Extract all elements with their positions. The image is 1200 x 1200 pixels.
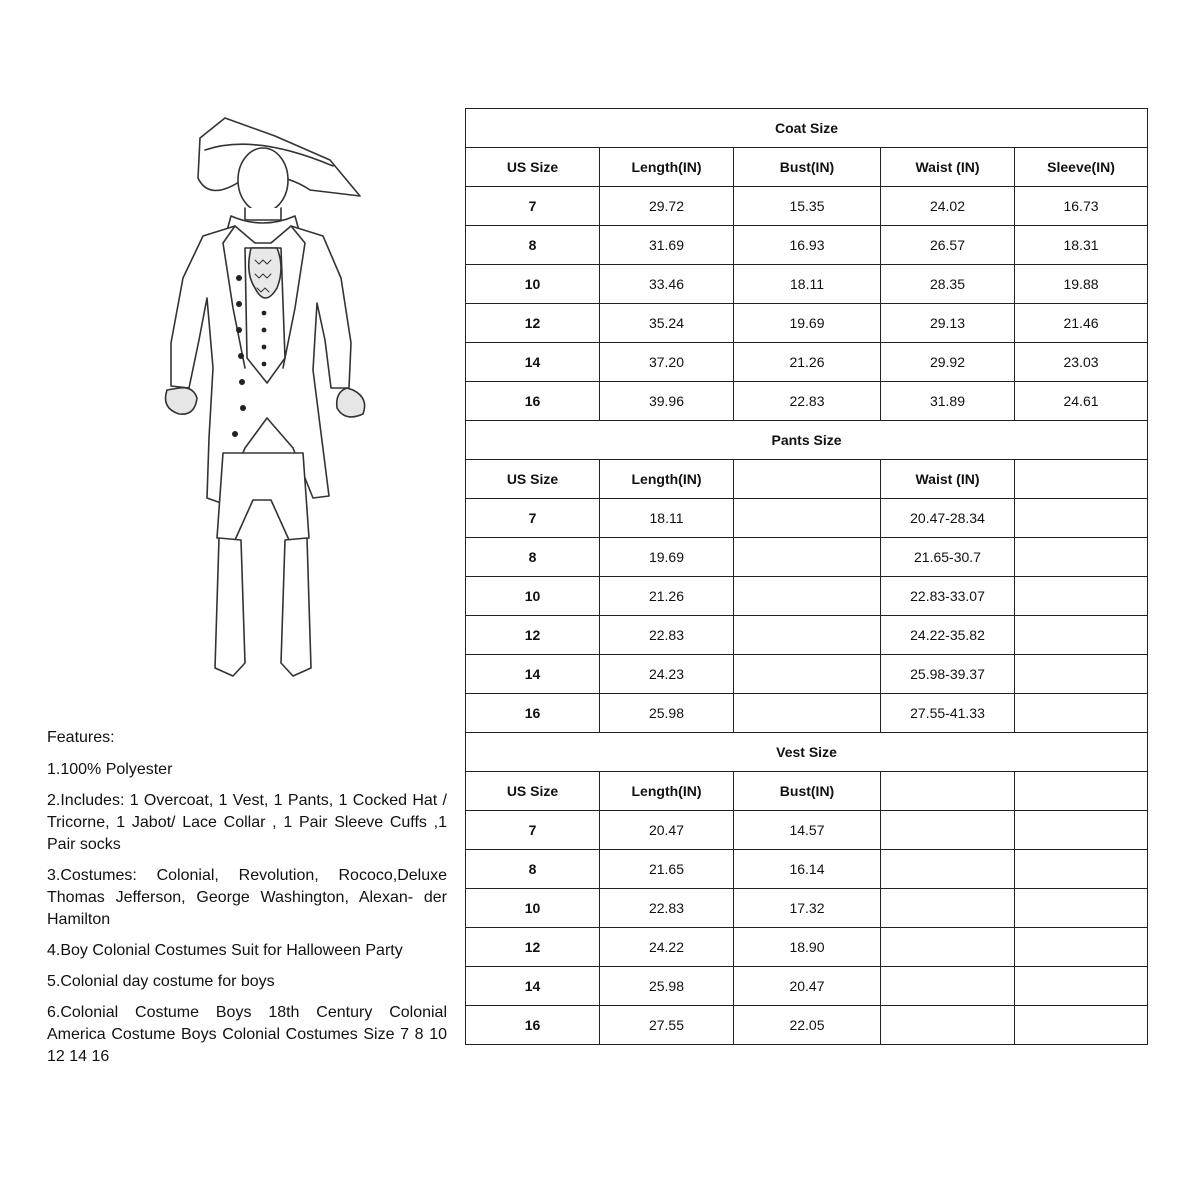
measurement-cell: 21.26: [600, 577, 734, 616]
size-chart-table: [465, 108, 1148, 1045]
size-cell: 7: [466, 811, 600, 850]
measurement-cell: 16.14: [734, 850, 881, 889]
measurement-cell: 37.20: [600, 343, 734, 382]
table-row: [466, 187, 1148, 226]
measurement-cell: 16.73: [1015, 187, 1148, 226]
size-cell: 16: [466, 382, 600, 421]
measurement-cell: 22.83: [600, 616, 734, 655]
measurement-cell: [881, 967, 1015, 1006]
column-header: US Size: [466, 772, 600, 811]
coat-section-title: Coat Size: [466, 109, 1148, 148]
measurement-cell: [881, 889, 1015, 928]
measurement-cell: 18.90: [734, 928, 881, 967]
size-cell: 14: [466, 967, 600, 1006]
size-cell: 8: [466, 538, 600, 577]
feature-item: 6.Colonial Costume Boys 18th Century Colonial America Costume Boys Colonial Costumes Size 7 8 10 12 14 16: [47, 1004, 447, 1065]
column-header: Sleeve(IN): [1015, 148, 1148, 187]
size-cell: 7: [466, 499, 600, 538]
table-row: [466, 928, 1148, 967]
feature-item: 4.Boy Colonial Costumes Suit for Halloween Party: [47, 942, 403, 959]
measurement-cell: [734, 538, 881, 577]
measurement-cell: 25.98: [600, 967, 734, 1006]
measurement-cell: 20.47-28.34: [881, 499, 1015, 538]
table-row: [466, 577, 1148, 616]
measurement-cell: 29.72: [600, 187, 734, 226]
table-row: [466, 226, 1148, 265]
vest-section-title: Vest Size: [466, 733, 1148, 772]
measurement-cell: 20.47: [600, 811, 734, 850]
coat-header-row: [466, 148, 1148, 187]
size-cell: 14: [466, 655, 600, 694]
measurement-cell: 25.98: [600, 694, 734, 733]
measurement-cell: 19.88: [1015, 265, 1148, 304]
column-header: Length(IN): [600, 460, 734, 499]
measurement-cell: [734, 694, 881, 733]
measurement-cell: 19.69: [600, 538, 734, 577]
measurement-cell: 24.22: [600, 928, 734, 967]
table-row: [466, 265, 1148, 304]
features-section: [47, 727, 447, 1077]
vest-header-row: [466, 772, 1148, 811]
size-cell: 12: [466, 928, 600, 967]
vest-section-title-row: [466, 733, 1148, 772]
table-row: [466, 616, 1148, 655]
table-row: [466, 538, 1148, 577]
column-header: Bust(IN): [734, 148, 881, 187]
measurement-cell: 21.46: [1015, 304, 1148, 343]
measurement-cell: [1015, 499, 1148, 538]
column-header: Waist (IN): [881, 460, 1015, 499]
measurement-cell: [1015, 694, 1148, 733]
measurement-cell: 22.05: [734, 1006, 881, 1045]
measurement-cell: 22.83-33.07: [881, 577, 1015, 616]
measurement-cell: [881, 811, 1015, 850]
measurement-cell: 26.57: [881, 226, 1015, 265]
column-header: Length(IN): [600, 772, 734, 811]
measurement-cell: [1015, 538, 1148, 577]
measurement-cell: 18.11: [600, 499, 734, 538]
table-row: [466, 967, 1148, 1006]
size-cell: 8: [466, 226, 600, 265]
table-row: [466, 1006, 1148, 1045]
costume-illustration: [95, 108, 425, 688]
feature-item: 3.Costumes: Colonial, Revolution, Rococo,Deluxe Thomas Jefferson, George Washington, Alexan- der Hamilton: [47, 867, 447, 928]
measurement-cell: 17.32: [734, 889, 881, 928]
table-row: [466, 343, 1148, 382]
column-header: [881, 772, 1015, 811]
pants-section-title-row: [466, 421, 1148, 460]
table-row: [466, 304, 1148, 343]
column-header: Bust(IN): [734, 772, 881, 811]
measurement-cell: 27.55-41.33: [881, 694, 1015, 733]
table-row: [466, 889, 1148, 928]
measurement-cell: 21.65-30.7: [881, 538, 1015, 577]
size-cell: 14: [466, 343, 600, 382]
measurement-cell: [1015, 577, 1148, 616]
size-cell: 10: [466, 577, 600, 616]
size-cell: 8: [466, 850, 600, 889]
size-cell: 10: [466, 265, 600, 304]
measurement-cell: 21.65: [600, 850, 734, 889]
measurement-cell: 15.35: [734, 187, 881, 226]
size-cell: 12: [466, 304, 600, 343]
measurement-cell: [1015, 967, 1148, 1006]
column-header: [734, 460, 881, 499]
measurement-cell: 29.13: [881, 304, 1015, 343]
measurement-cell: 27.55: [600, 1006, 734, 1045]
measurement-cell: 25.98-39.37: [881, 655, 1015, 694]
pants-section-title: Pants Size: [466, 421, 1148, 460]
measurement-cell: 35.24: [600, 304, 734, 343]
size-cell: 7: [466, 187, 600, 226]
size-cell: 16: [466, 1006, 600, 1045]
measurement-cell: [1015, 1006, 1148, 1045]
size-cell: 12: [466, 616, 600, 655]
coat-section-title-row: [466, 109, 1148, 148]
table-row: [466, 850, 1148, 889]
column-header: Waist (IN): [881, 148, 1015, 187]
measurement-cell: 22.83: [600, 889, 734, 928]
measurement-cell: [1015, 616, 1148, 655]
column-header: [1015, 460, 1148, 499]
measurement-cell: 16.93: [734, 226, 881, 265]
measurement-cell: 22.83: [734, 382, 881, 421]
measurement-cell: [881, 850, 1015, 889]
measurement-cell: [1015, 811, 1148, 850]
measurement-cell: 24.22-35.82: [881, 616, 1015, 655]
measurement-cell: 14.57: [734, 811, 881, 850]
measurement-cell: 21.26: [734, 343, 881, 382]
measurement-cell: 18.11: [734, 265, 881, 304]
table-row: [466, 694, 1148, 733]
size-chart-body: [466, 109, 1148, 1045]
measurement-cell: 20.47: [734, 967, 881, 1006]
measurement-cell: 28.35: [881, 265, 1015, 304]
measurement-cell: [881, 928, 1015, 967]
table-row: [466, 655, 1148, 694]
measurement-cell: 31.69: [600, 226, 734, 265]
measurement-cell: 31.89: [881, 382, 1015, 421]
table-row: [466, 811, 1148, 850]
feature-item: 1.100% Polyester: [47, 761, 173, 778]
measurement-cell: 29.92: [881, 343, 1015, 382]
colonial-costume-line-drawing-icon: [95, 108, 425, 688]
pants-header-row: [466, 460, 1148, 499]
column-header: [1015, 772, 1148, 811]
column-header: Length(IN): [600, 148, 734, 187]
measurement-cell: 33.46: [600, 265, 734, 304]
measurement-cell: [1015, 928, 1148, 967]
size-cell: 16: [466, 694, 600, 733]
measurement-cell: [1015, 655, 1148, 694]
measurement-cell: [881, 1006, 1015, 1045]
measurement-cell: [1015, 850, 1148, 889]
feature-item: 5.Colonial day costume for boys: [47, 973, 275, 990]
measurement-cell: 24.23: [600, 655, 734, 694]
size-cell: 10: [466, 889, 600, 928]
measurement-cell: [734, 577, 881, 616]
measurement-cell: [734, 655, 881, 694]
measurement-cell: [734, 616, 881, 655]
table-row: [466, 382, 1148, 421]
measurement-cell: [734, 499, 881, 538]
features-title: Features:: [47, 729, 115, 746]
measurement-cell: 23.03: [1015, 343, 1148, 382]
measurement-cell: 24.02: [881, 187, 1015, 226]
measurement-cell: 18.31: [1015, 226, 1148, 265]
column-header: US Size: [466, 460, 600, 499]
feature-item: 2.Includes: 1 Overcoat, 1 Vest, 1 Pants, 1 Cocked Hat / Tricorne, 1 Jabot/ Lace Collar , 1 Pair Sleeve Cuffs ,1 Pair socks: [47, 792, 447, 853]
table-row: [466, 499, 1148, 538]
measurement-cell: 19.69: [734, 304, 881, 343]
measurement-cell: 24.61: [1015, 382, 1148, 421]
column-header: US Size: [466, 148, 600, 187]
measurement-cell: [1015, 889, 1148, 928]
measurement-cell: 39.96: [600, 382, 734, 421]
